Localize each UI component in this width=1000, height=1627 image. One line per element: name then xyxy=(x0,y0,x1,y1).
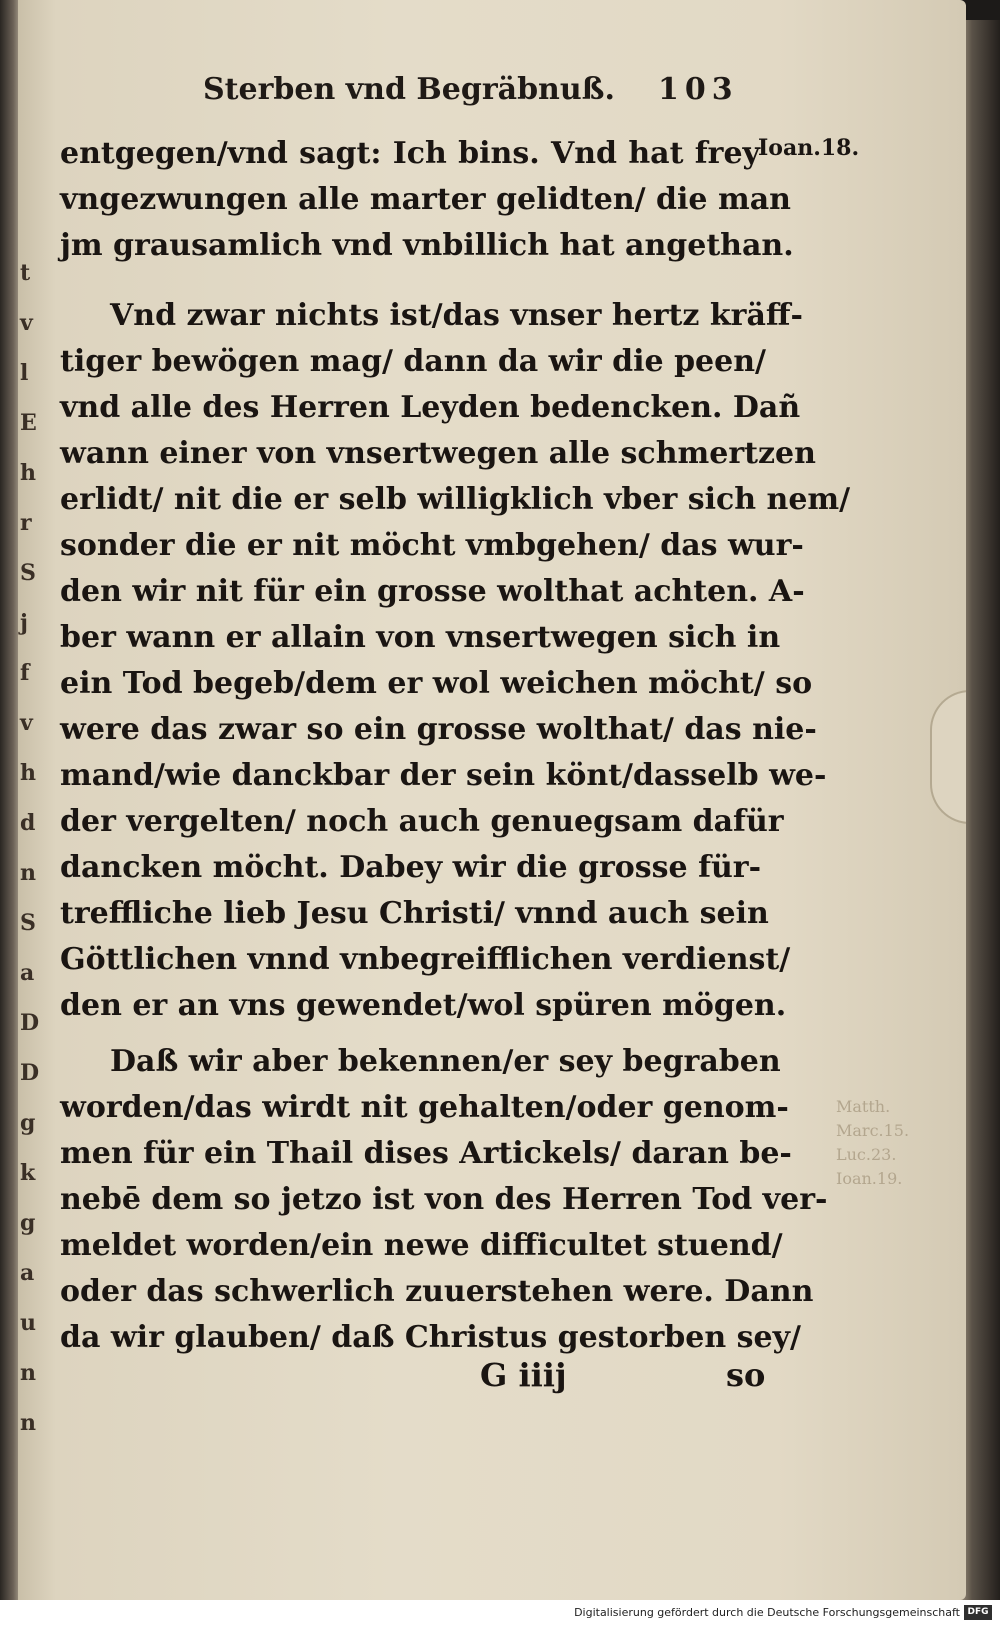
body-line: wann einer von vnsertwegen alle schmertzen xyxy=(60,436,816,471)
verso-fragment: l xyxy=(20,360,28,386)
body-line: dancken möcht. Dabey wir die grosse für- xyxy=(60,850,762,885)
footer-credit: Digitalisierung gefördert durch die Deutsche Forschungsgemeinschaft xyxy=(574,1606,960,1619)
body-line: den er an vns gewendet/wol spüren mögen. xyxy=(60,988,787,1023)
body-line: Daß wir aber bekennen/er sey begraben xyxy=(110,1044,781,1079)
verso-fragment: n xyxy=(20,1360,35,1386)
verso-fragment: g xyxy=(20,1210,35,1236)
margin-reference: Ioan.18. xyxy=(758,135,860,161)
verso-fragment: D xyxy=(20,1010,39,1036)
running-title: Sterben vnd Begräbnuß. xyxy=(203,72,615,107)
verso-fragment: h xyxy=(20,460,35,486)
dfg-logo-icon: DFG xyxy=(964,1605,992,1620)
verso-fragment: k xyxy=(20,1160,35,1186)
margin-ghost-line: Matth. xyxy=(836,1097,891,1116)
body-line: vnd alle des Herren Leyden bedencken. Dañ xyxy=(60,390,801,425)
verso-fragment: D xyxy=(20,1060,39,1086)
verso-fragment: E xyxy=(20,410,36,436)
signature-mark: G iiij xyxy=(480,1356,567,1394)
page-stack-edge xyxy=(960,20,1000,1600)
page-clip-mark xyxy=(930,690,966,824)
verso-fragment: a xyxy=(20,1260,34,1286)
digitization-footer xyxy=(0,1600,1000,1627)
verso-fragment: S xyxy=(20,560,35,586)
body-line: were das zwar so ein grosse wolthat/ das nie- xyxy=(60,712,817,747)
body-line: jm grausamlich vnd vnbillich hat angethan. xyxy=(60,228,794,263)
body-line: den wir nit für ein grosse wolthat achten. A- xyxy=(60,574,805,609)
verso-fragment: n xyxy=(20,1410,35,1436)
body-line: oder das schwerlich zuuerstehen were. Dann xyxy=(60,1274,814,1309)
body-line: entgegen/vnd sagt: Ich bins. Vnd hat frey xyxy=(60,136,760,171)
page-sheet xyxy=(18,0,966,1600)
verso-fragment: v xyxy=(20,710,32,736)
body-line: mand/wie danckbar der sein könt/dasselb we- xyxy=(60,758,827,793)
body-line: da wir glauben/ daß Christus gestorben sey/ xyxy=(60,1320,801,1355)
running-header xyxy=(203,72,763,112)
body-line: meldet worden/ein newe difficultet stuend/ xyxy=(60,1228,783,1263)
verso-fragment: t xyxy=(20,260,30,286)
verso-show-through-strip xyxy=(18,260,48,1510)
verso-fragment: j xyxy=(20,610,27,636)
verso-fragment: n xyxy=(20,860,35,886)
body-line: vngezwungen alle marter gelidten/ die man xyxy=(60,182,791,217)
verso-fragment: f xyxy=(20,660,29,686)
body-line: sonder die er nit möcht vmbgehen/ das wur- xyxy=(60,528,804,563)
verso-fragment: d xyxy=(20,810,35,836)
body-line: treffliche lieb Jesu Christi/ vnnd auch sein xyxy=(60,896,769,931)
body-line: nebē dem so jetzo ist von des Herren Tod ver- xyxy=(60,1182,828,1217)
body-line: der vergelten/ noch auch genuegsam dafür xyxy=(60,804,784,839)
body-line: men für ein Thail dises Artickels/ daran be- xyxy=(60,1136,792,1171)
body-line: Göttlichen vnnd vnbegreifflichen verdienst/ xyxy=(60,942,791,977)
verso-fragment: a xyxy=(20,960,34,986)
page-number: 103 xyxy=(658,72,739,107)
body-line: worden/das wirdt nit gehalten/oder genom- xyxy=(60,1090,789,1125)
body-line: Vnd zwar nichts ist/das vnser hertz kräff- xyxy=(110,298,804,333)
verso-fragment: v xyxy=(20,310,32,336)
margin-ghost-line: Marc.15. xyxy=(836,1121,910,1140)
verso-fragment: g xyxy=(20,1110,35,1136)
verso-fragment: r xyxy=(20,510,31,536)
margin-ghost-line: Ioan.19. xyxy=(836,1169,903,1188)
margin-ghost-line: Luc.23. xyxy=(836,1145,897,1164)
body-line: ber wann er allain von vnsertwegen sich in xyxy=(60,620,781,655)
body-line: ein Tod begeb/dem er wol weichen möcht/ so xyxy=(60,666,813,701)
body-line: tiger bewögen mag/ dann da wir die peen/ xyxy=(60,344,766,379)
verso-fragment: S xyxy=(20,910,35,936)
body-line: erlidt/ nit die er selb willigklich vber sich nem/ xyxy=(60,482,851,517)
margin-ghost-references xyxy=(836,1095,926,1191)
catchword: so xyxy=(726,1356,766,1394)
verso-fragment: u xyxy=(20,1310,35,1336)
verso-fragment: h xyxy=(20,760,35,786)
